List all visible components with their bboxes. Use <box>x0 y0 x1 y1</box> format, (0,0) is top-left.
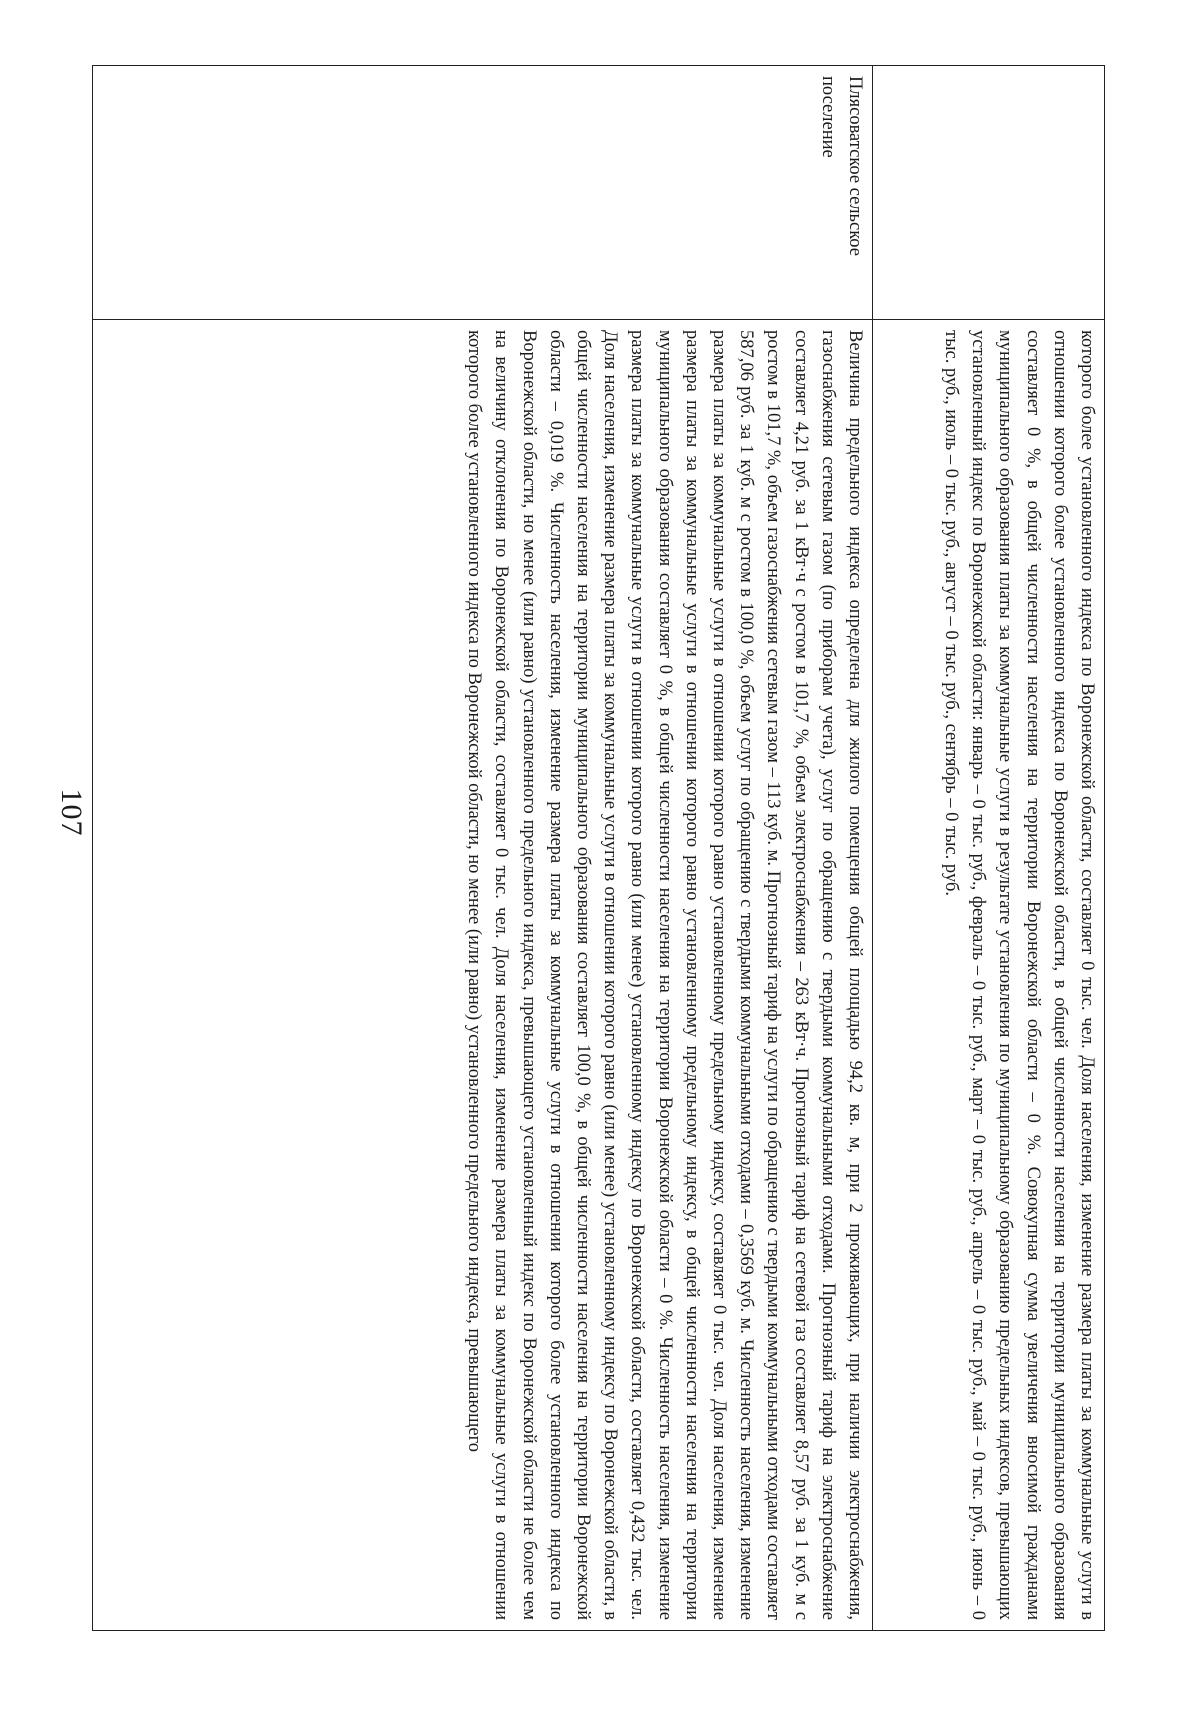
settlement-name-cell: Плясоватское сельское поселение <box>93 66 873 320</box>
description-cell: Величина предельного индекса определена для жилого помещения общей площадью 94,2 кв. м, при 2 проживающих, при наличии электроснабжения, газоснабжения сетевым газом (по приборам учета), услуг по обращению с твердыми коммунальными отходами. Прогнозный тариф на электроснабжение составляет 4,21 руб. за 1 кВт·ч с ростом в 101,7 %, объем электроснабжения – 263 кВт·ч. Прогнозный тариф на сетевой газ составляет 8,57 руб. за 1 куб. м с ростом в 101,7 %, объем газоснабжения сетевым газом – 113 куб. м. Прогнозный тариф на услуги по обращению с твердыми коммунальными отходами составляет 587,06 руб. за 1 куб. м с ростом в 100,0 %, объем услуг по обращению с твердыми коммунальными отходами – 0,3569 куб. м. Численность населения, изменение размера платы за коммунальные услуги в отношении которого равно установленному предельному индексу, составляет 0 тыс. чел. Доля населения, изменение размера платы за коммунальные услуги в отношении которого равно установленному предельному индексу, в общей численности населения на территории муниципального образования составляет 0 %, в общей численности населения на территории Воронежской области – 0 %. Численность населения, изменение размера платы за коммунальные услуги в отношении которого равно (или менее) установленному индексу по Воронежской области, составляет 0,432 тыс. чел. Доля населения, изменение размера платы за коммунальные услуги в отношении которого равно (или менее) установленному индексу по Воронежской области, в общей численности населения на территории муниципального образования составляет 100,0 %, в общей численности населения на территории Воронежской области – 0,019 %. Численность населения, изменение размера платы за коммунальные услуги в отношении которого более установленного индекса по Воронежской области, но менее (или равно) установленного предельного индекса, превышающего установленный индекс по Воронежской области не более чем на величину отклонения по Воронежской области, составляет 0 тыс. чел. Доля населения, изменение размера платы за коммунальные услуги в отношении которого более установленного индекса по Воронежской области, но менее (или равно) установленного предельного индекса, превышающего <box>93 320 873 1631</box>
description-cell: которого более установленного индекса по Воронежской области, составляет 0 тыс. чел. Доля населения, изменение размера платы за коммунальные услуги в отношении которого более установленного индекса по Воронежской области, в общей численности населения на территории муниципального образования составляет 0 %, в общей численности населения на территории Воронежской области – 0 %. Совокупная сумма увеличения вносимой гражданами муниципального образования платы за коммунальные услуги в результате установления по муниципальному образованию предельных индексов, превышающих установленный индекс по Воронежской области: январь – 0 тыс. руб., февраль – 0 тыс. руб., март – 0 тыс. руб., апрель – 0 тыс. руб., май – 0 тыс. руб., июнь – 0 тыс. руб., июль – 0 тыс. руб., август – 0 тыс. руб., сентябрь – 0 тыс. руб. <box>873 320 1105 1631</box>
table-row <box>93 66 873 1631</box>
settlement-name-cell <box>873 66 1105 320</box>
table-row <box>873 66 1105 1631</box>
indices-table <box>92 65 1105 1631</box>
page-number: 107 <box>55 788 88 837</box>
